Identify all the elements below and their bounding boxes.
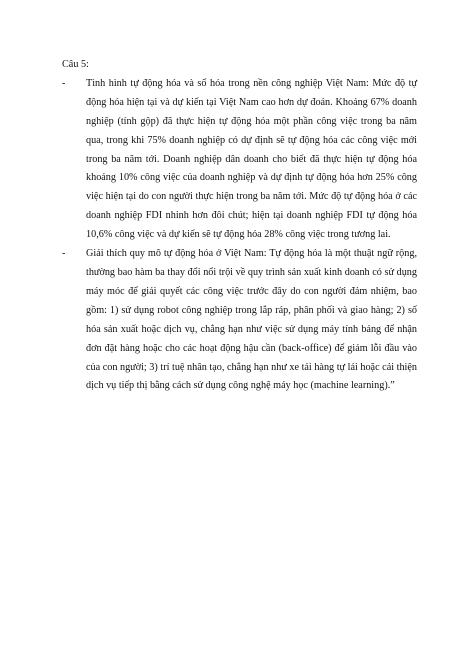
- bullet-text: Tình hình tự động hóa và số hóa trong nền công nghiệp Việt Nam: Mức độ tự động hóa hiện tại và dự kiến tại Việt Nam cao hơn dự đoán. Khoảng 67% doanh nghiệp (tính gộp) đã thực hiện tự động hóa một phần công việc trong ba năm qua, trong khi 75% doanh nghiệp có dự định sẽ tự động hóa các công việc mới trong ba năm tới. Doanh nghiệp dân doanh cho biết đã thực hiện tự động hóa khoảng 10% công việc của doanh nghiệp và dự định tự động hóa hơn 25% công việc hiện tại do con người thực hiện trong ba năm tới. Mức độ tự động hóa ở các doanh nghiệp FDI nhỉnh hơn đôi chút; hiện tại doanh nghiệp FDI tự động hóa 10,6% công việc và dự kiến sẽ tự động hóa 28% công việc trong tương lai.: [86, 77, 417, 241]
- bullet-dash: -: [62, 77, 66, 89]
- bullet-item-automation-scope: [62, 245, 417, 396]
- question-heading: Câu 5:: [62, 59, 89, 70]
- bullet-text: Giải thích quy mô tự động hóa ở Việt Nam: Tự động hóa là một thuật ngữ rộng, thường bao hàm ba thay đổi nổi trội về quy trình sản xuất kinh doanh có sử dụng máy móc để giải quyết các công việc trước đây do con người đảm nhiệm, bao gồm: 1) sử dụng robot công nghiệp trong lắp ráp, phân phối và giao hàng; 2) số hóa sản xuất hoặc dịch vụ, chẳng hạn như việc sử dụng máy tính bảng để nhận đơn đặt hàng hoặc cho các hoạt động hậu cần (back-office) để giảm lỗi đầu vào của con người; 3) trí tuệ nhân tạo, chẳng hạn như xe tải hàng tự lái hoặc cải thiện dịch vụ tiếp thị bằng cách sử dụng công nghệ máy học (machine learning).”: [86, 248, 417, 392]
- document-body: [62, 56, 417, 396]
- bullet-dash: -: [62, 248, 66, 260]
- bullet-item-automation-status: [62, 75, 417, 245]
